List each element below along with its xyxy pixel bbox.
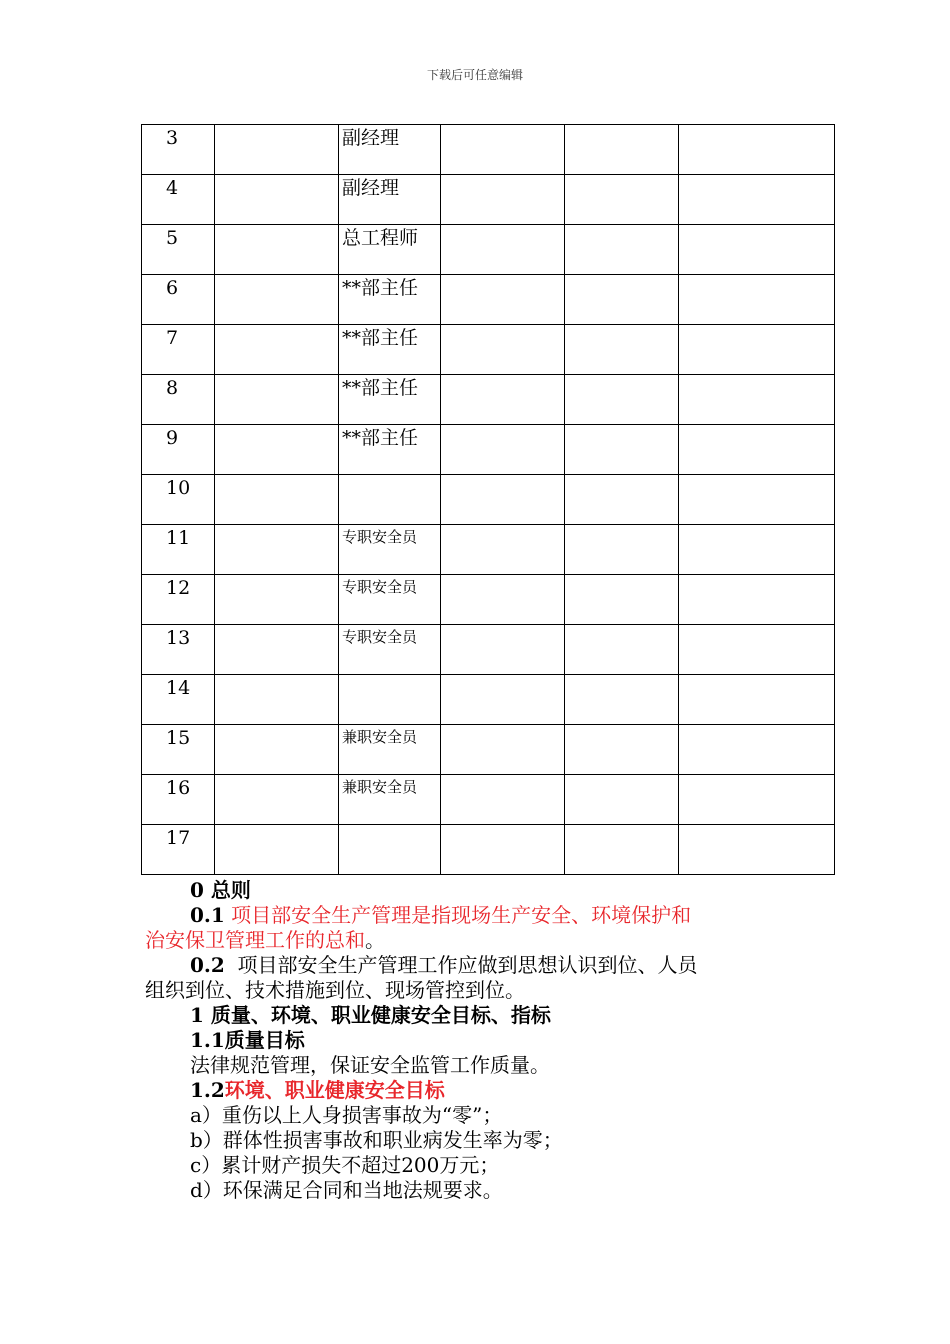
column-5-cell: [565, 175, 679, 225]
column-6-cell: [679, 275, 835, 325]
position-cell: [339, 225, 441, 275]
table-row: [142, 475, 835, 525]
column-4-cell: [441, 275, 565, 325]
paragraph-0-2-number: 0.2: [190, 953, 225, 977]
paragraph-0-1-text-a: 项目部安全生产管理是指现场生产安全、环境保护和: [231, 903, 692, 927]
table-row: [142, 375, 835, 425]
column-4-cell: [441, 625, 565, 675]
column-4-cell: [441, 725, 565, 775]
position-label: 兼职安全员: [342, 728, 418, 746]
table-row: [142, 625, 835, 675]
document-body: [145, 878, 805, 1203]
name-cell: [215, 825, 339, 875]
column-5-cell: [565, 125, 679, 175]
position-label: [339, 825, 440, 829]
table-row: [142, 775, 835, 825]
position-label: [339, 675, 440, 679]
column-4-cell: [441, 775, 565, 825]
section-1-1-text: 法律规范管理，保证安全监管工作质量。: [190, 1053, 550, 1077]
section-1-2-heading: [145, 1078, 805, 1103]
column-6-cell: [679, 325, 835, 375]
row-number: 8: [166, 377, 179, 399]
position-label: 专职安全员: [342, 528, 418, 546]
paragraph-0-1-line1: [145, 903, 805, 928]
personnel-table-body: [142, 125, 835, 875]
row-number-cell: [142, 125, 215, 175]
paragraph-0-1-line2: [145, 928, 805, 953]
row-number-cell: [142, 575, 215, 625]
table-row: [142, 125, 835, 175]
table-row: [142, 825, 835, 875]
position-cell: [339, 125, 441, 175]
table-row: [142, 225, 835, 275]
target-item-c: c）累计财产损失不超过200万元；: [190, 1153, 500, 1177]
column-4-cell: [441, 175, 565, 225]
name-cell: [215, 575, 339, 625]
row-number-cell: [142, 675, 215, 725]
position-cell: [339, 375, 441, 425]
name-cell: [215, 475, 339, 525]
column-6-cell: [679, 575, 835, 625]
column-5-cell: [565, 225, 679, 275]
name-cell: [215, 225, 339, 275]
position-label: [339, 475, 440, 479]
row-number-cell: [142, 825, 215, 875]
name-cell: [215, 275, 339, 325]
column-6-cell: [679, 825, 835, 875]
position-cell: [339, 475, 441, 525]
column-4-cell: [441, 475, 565, 525]
section-0-heading: 0 总则: [190, 878, 251, 902]
section-1-1-heading: 1.1质量目标: [190, 1028, 305, 1052]
row-number: 5: [166, 227, 179, 249]
column-5-cell: [565, 325, 679, 375]
position-label: **部主任: [342, 377, 419, 399]
section-1-2-title: 环境、职业健康安全目标: [224, 1078, 445, 1102]
row-number: 3: [166, 127, 179, 149]
column-6-cell: [679, 125, 835, 175]
position-cell: [339, 325, 441, 375]
row-number: 12: [166, 577, 191, 599]
column-4-cell: [441, 425, 565, 475]
column-4-cell: [441, 575, 565, 625]
name-cell: [215, 425, 339, 475]
column-5-cell: [565, 375, 679, 425]
paragraph-0-1-tail: 。: [365, 928, 385, 952]
position-cell: [339, 525, 441, 575]
column-6-cell: [679, 425, 835, 475]
row-number-cell: [142, 775, 215, 825]
position-label: 总工程师: [342, 227, 419, 249]
position-cell: [339, 275, 441, 325]
paragraph-0-1-text-b: 治安保卫管理工作的总和: [145, 928, 365, 952]
position-cell: [339, 425, 441, 475]
table-row: [142, 575, 835, 625]
position-cell: [339, 675, 441, 725]
target-item-d: d）环保满足合同和当地法规要求。: [190, 1178, 503, 1202]
name-cell: [215, 525, 339, 575]
position-label: **部主任: [342, 277, 419, 299]
column-5-cell: [565, 425, 679, 475]
row-number: 4: [166, 177, 179, 199]
row-number-cell: [142, 525, 215, 575]
position-cell: [339, 625, 441, 675]
section-1-heading: 1 质量、环境、职业健康安全目标、指标: [190, 1003, 551, 1027]
table-row: [142, 725, 835, 775]
row-number: 14: [166, 677, 191, 699]
target-item-a: a）重伤以上人身损害事故为“零”；: [190, 1103, 503, 1127]
position-label: 副经理: [342, 127, 400, 149]
column-5-cell: [565, 725, 679, 775]
name-cell: [215, 675, 339, 725]
column-5-cell: [565, 625, 679, 675]
position-label: 副经理: [342, 177, 400, 199]
row-number: 11: [166, 527, 191, 549]
row-number-cell: [142, 225, 215, 275]
column-4-cell: [441, 325, 565, 375]
table-row: [142, 175, 835, 225]
name-cell: [215, 375, 339, 425]
name-cell: [215, 725, 339, 775]
column-6-cell: [679, 775, 835, 825]
column-5-cell: [565, 825, 679, 875]
position-cell: [339, 175, 441, 225]
row-number-cell: [142, 275, 215, 325]
name-cell: [215, 125, 339, 175]
row-number-cell: [142, 375, 215, 425]
row-number: 6: [166, 277, 179, 299]
column-6-cell: [679, 625, 835, 675]
target-item-b: b）群体性损害事故和职业病发生率为零；: [190, 1128, 563, 1152]
row-number: 16: [166, 777, 191, 799]
column-5-cell: [565, 275, 679, 325]
row-number: 13: [166, 627, 191, 649]
position-cell: [339, 725, 441, 775]
section-1-2-number: 1.2: [190, 1078, 225, 1102]
column-6-cell: [679, 375, 835, 425]
position-label: 兼职安全员: [342, 778, 418, 796]
paragraph-0-2-text-a: 项目部安全生产管理工作应做到思想认识到位、人员: [237, 953, 698, 977]
paragraph-0-2-line1: [145, 953, 805, 978]
column-4-cell: [441, 525, 565, 575]
table-row: [142, 325, 835, 375]
row-number: 7: [166, 327, 179, 349]
column-6-cell: [679, 725, 835, 775]
position-cell: [339, 825, 441, 875]
name-cell: [215, 775, 339, 825]
column-4-cell: [441, 675, 565, 725]
position-label: **部主任: [342, 327, 419, 349]
table-row: [142, 675, 835, 725]
table-row: [142, 525, 835, 575]
name-cell: [215, 325, 339, 375]
column-5-cell: [565, 775, 679, 825]
position-label: **部主任: [342, 427, 419, 449]
column-6-cell: [679, 475, 835, 525]
paragraph-0-1-number: 0.1: [190, 903, 225, 927]
position-label: 专职安全员: [342, 578, 418, 596]
column-6-cell: [679, 675, 835, 725]
column-5-cell: [565, 525, 679, 575]
column-6-cell: [679, 175, 835, 225]
row-number: 15: [166, 727, 191, 749]
personnel-table: [141, 124, 835, 875]
table-row: [142, 425, 835, 475]
row-number-cell: [142, 325, 215, 375]
name-cell: [215, 625, 339, 675]
column-5-cell: [565, 575, 679, 625]
column-6-cell: [679, 525, 835, 575]
row-number-cell: [142, 725, 215, 775]
column-6-cell: [679, 225, 835, 275]
position-cell: [339, 775, 441, 825]
position-cell: [339, 575, 441, 625]
row-number-cell: [142, 475, 215, 525]
row-number: 9: [166, 427, 179, 449]
row-number-cell: [142, 425, 215, 475]
table-row: [142, 275, 835, 325]
row-number-cell: [142, 175, 215, 225]
column-4-cell: [441, 375, 565, 425]
row-number: 17: [166, 827, 191, 849]
row-number: 10: [166, 477, 191, 499]
row-number-cell: [142, 625, 215, 675]
column-4-cell: [441, 825, 565, 875]
position-label: 专职安全员: [342, 628, 418, 646]
column-4-cell: [441, 225, 565, 275]
column-5-cell: [565, 475, 679, 525]
column-4-cell: [441, 125, 565, 175]
column-5-cell: [565, 675, 679, 725]
name-cell: [215, 175, 339, 225]
paragraph-0-2-line2: 组织到位、技术措施到位、现场管控到位。: [145, 978, 525, 1002]
page-header-note: 下载后可任意编辑: [426, 68, 523, 82]
